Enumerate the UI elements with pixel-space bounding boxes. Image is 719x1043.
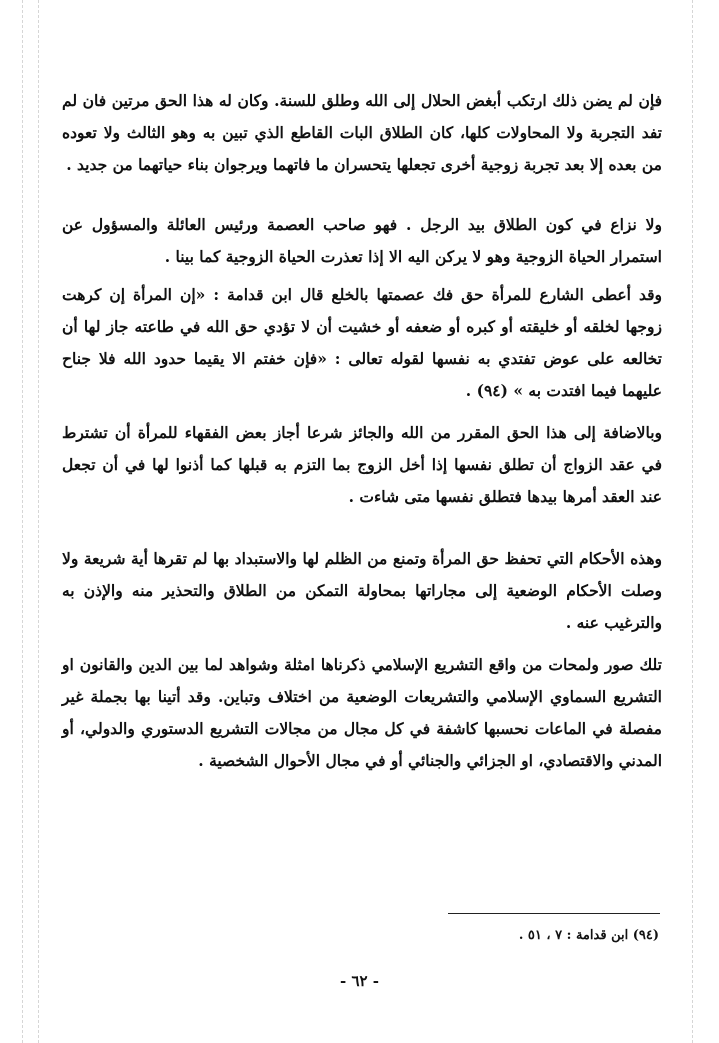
page-number: - ٦٢ - (339, 972, 380, 990)
paragraph-marriage-condition: وبالاضافة إلى هذا الحق المقرر من الله والجائز شرعا أجاز بعض الفقهاء للمرأة أن تشترط في عقد الزواج أن تطلق نفسها إذا أخل الزوج بما التزم به قبلها كما أذنوا لها في أن تجعل عند العقد أمرها بيدها فتطلق نفسها متى شاءت . (62, 423, 662, 506)
footnote-divider (448, 913, 660, 914)
paragraph-khula: وقد أعطى الشارع للمرأة حق فك عصمتها بالخلع قال ابن قدامة : «إن المرأة إن كرهت زوجها لخلقه أو خليقته أو كبره أو ضعفه أو خشيت أن لا تؤدي حق الله في طاعته جاز لها أن تخالعه على عوض تفتدي به نفسها لقوله تعالى : «فإن خفتم الا يقيما حدود الله فلا جناح عليهما فيما افتدت به » (٩٤) . (62, 285, 662, 400)
paragraph-divorce-husband: ولا نزاع في كون الطلاق بيد الرجل . فهو صاحب العصمة ورئيس العائلة والمسؤول عن استمرار الحياة الزوجية وهو لا يركن اليه الا إذا تعذرت الحياة الزوجية كما بينا . (62, 215, 662, 266)
scan-guide-line (22, 0, 23, 1043)
paragraph-conclusion: تلك صور ولمحات من واقع التشريع الإسلامي ذكرناها امثلة وشواهد لما بين الدين والقانون او التشريع السماوي الإسلامي والتشريعات الوضعية من اختلاف وتباين. وقد أتينا بها بجملة غير مفصلة في الماعات نحسبها كاشفة في كل مجال من مجالات التشريع الدستوري والدولي، أو المدني والاقتصادي، او الجزائي والجنائي أو في مجال الأحوال الشخصية . (62, 655, 662, 770)
scan-guide-line (692, 0, 693, 1043)
scan-guide-line (38, 0, 39, 1043)
body-text (62, 85, 662, 777)
paragraph-divorce-sunnah: فإن لم يضن ذلك ارتكب أبغض الحلال إلى الله وطلق للسنة. وكان له هذا الحق مرتين فان لم تفد التجربة ولا المحاولات كلها، كان الطلاق البات القاطع الذي تبين به وهو الثالث ولا تعوده من بعده إلا بعد تجربة زوجية أخرى تجعلها يتحسران ما فاتهما ويرجوان بناء حياتهما من جديد . (62, 91, 662, 174)
paragraph-rulings: وهذه الأحكام التي تحفظ حق المرأة وتمنع من الظلم لها والاستبداد بها لم تقرها أية شريعة ولا وصلت الأحكام الوضعية إلى مجاراتها بمحاولة التمكن من الطلاق والتحذير منه والإذن به والترغيب عنه . (62, 549, 662, 632)
footnote: (٩٤) ابن قدامة : ٧ ، ٥١ . (518, 928, 659, 943)
